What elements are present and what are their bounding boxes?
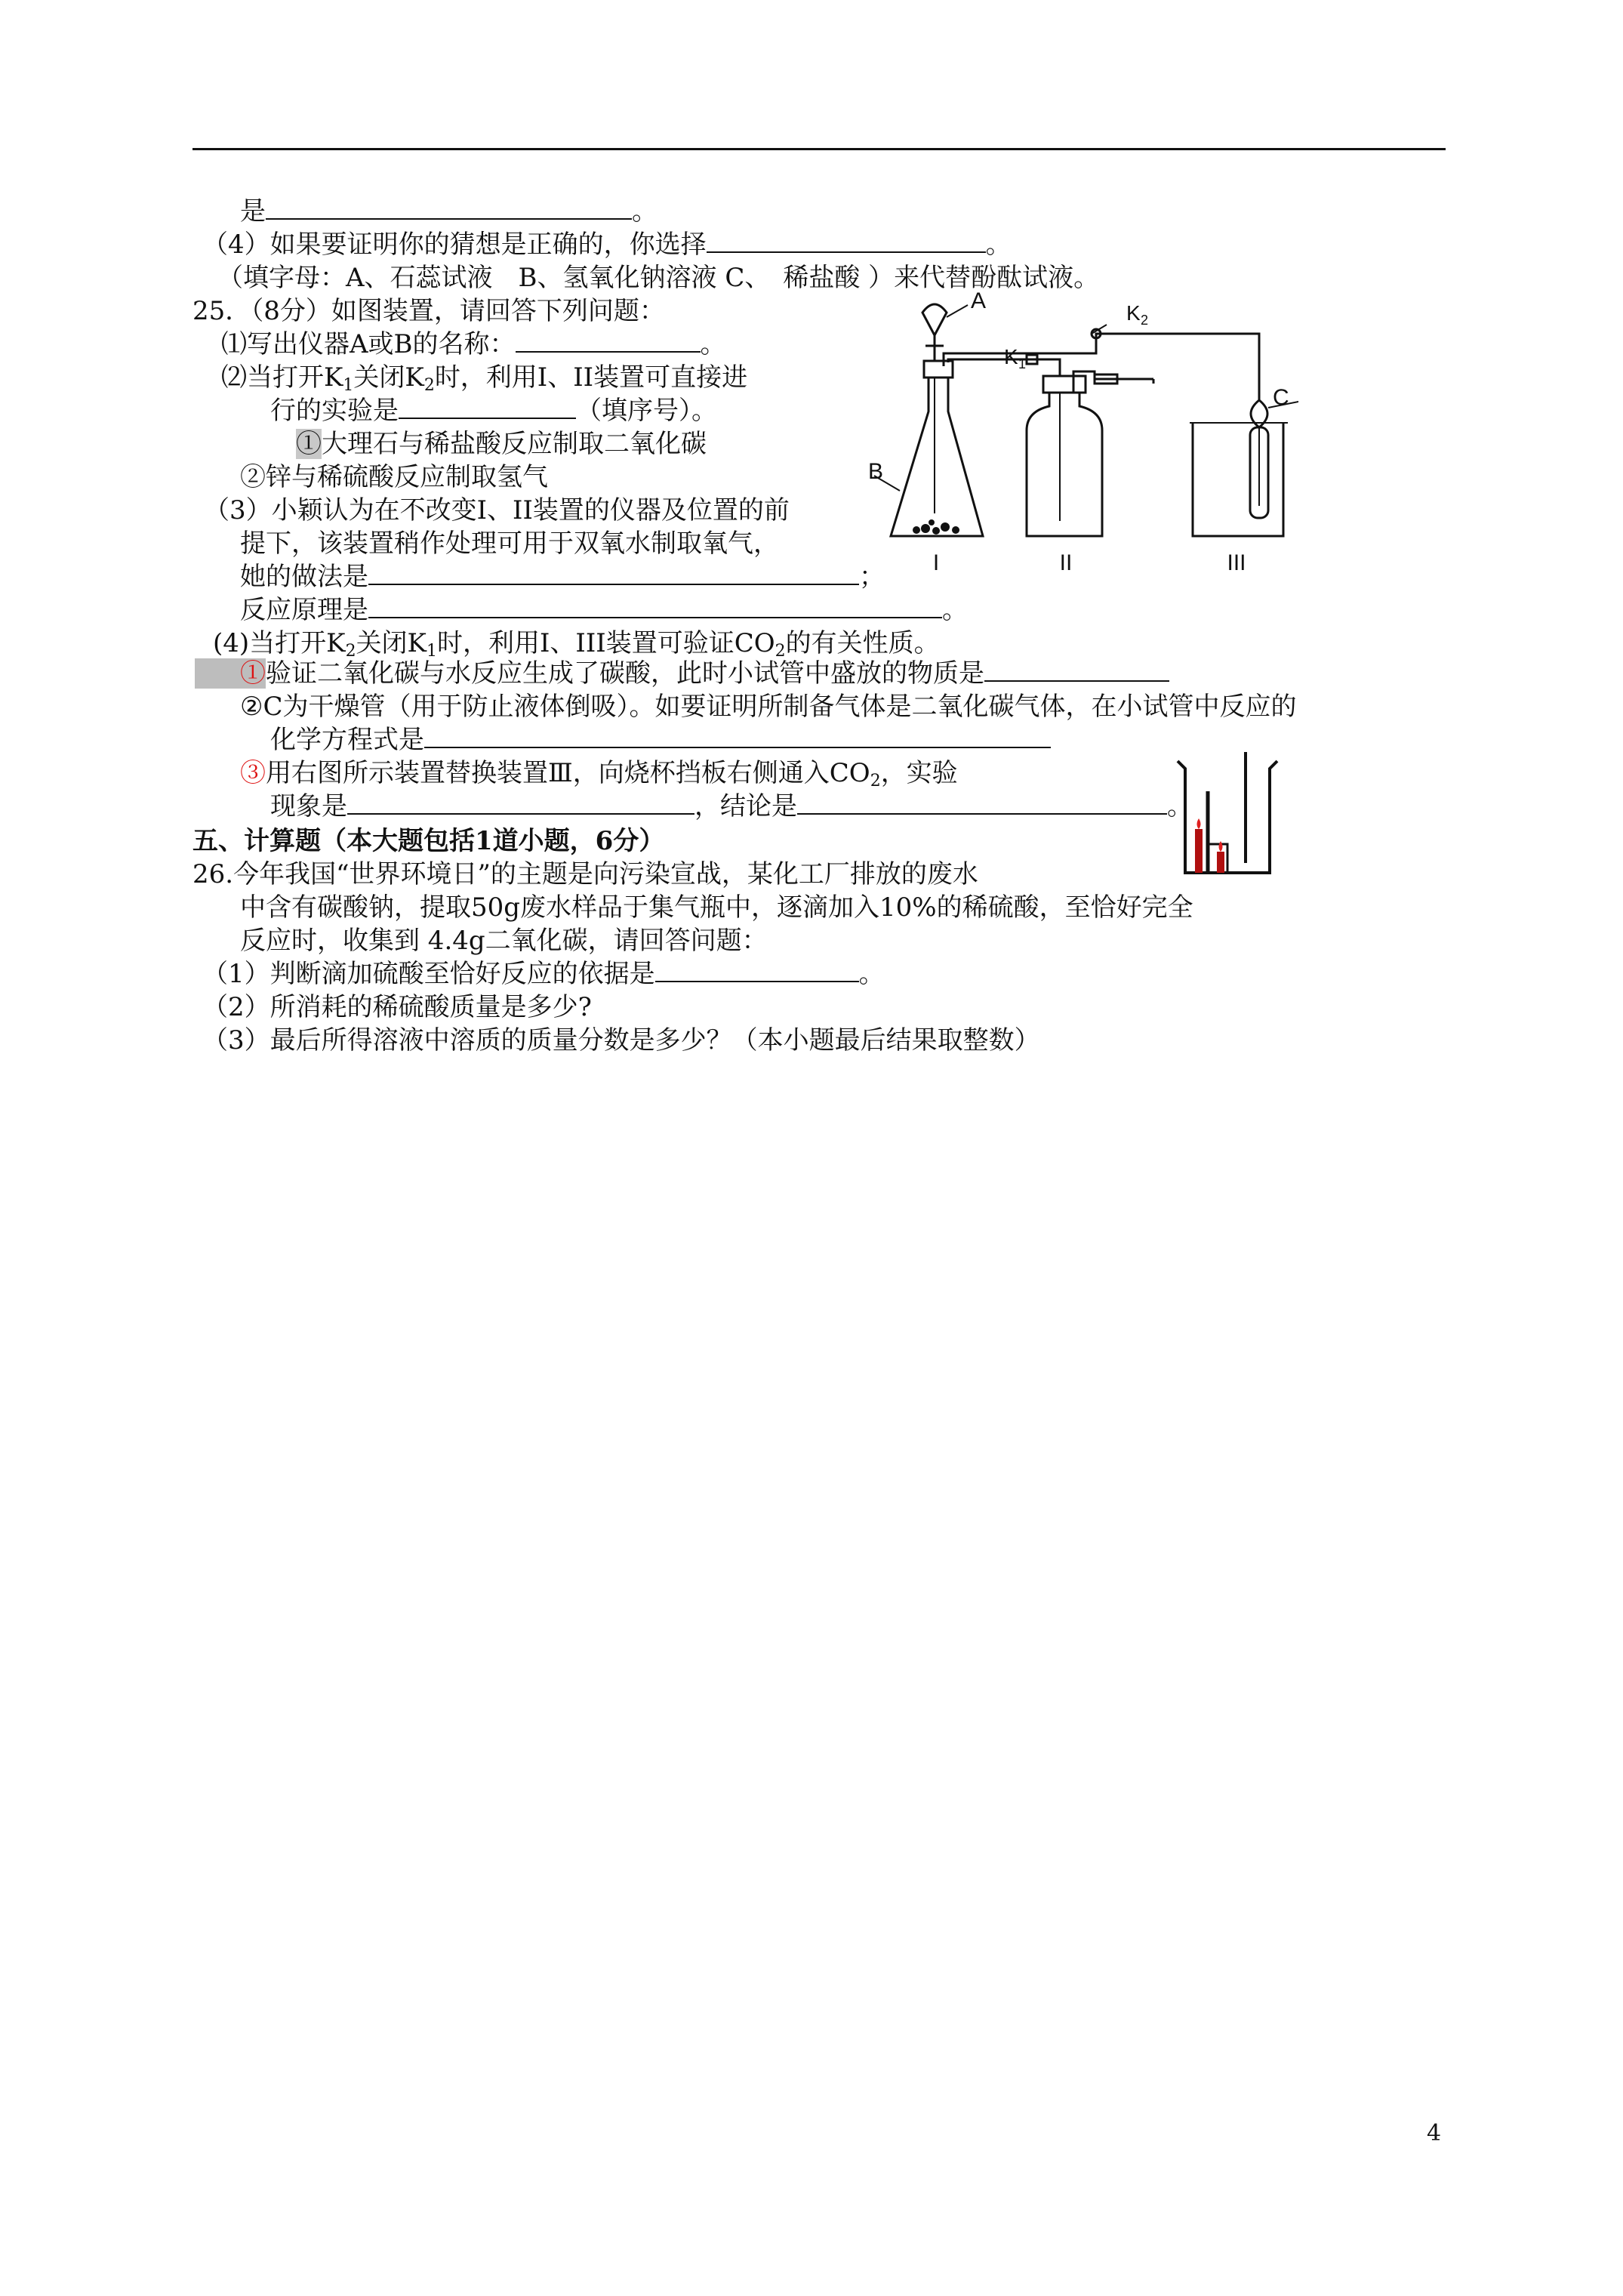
label-II: II: [1059, 550, 1073, 575]
answer-blank[interactable]: [655, 958, 859, 982]
text: 现象是: [270, 791, 347, 821]
funnel-bulb: [922, 304, 947, 335]
page-number: 4: [1427, 2120, 1442, 2147]
text: ；: [859, 562, 885, 592]
label-A: A: [971, 288, 987, 313]
short-candle: [1217, 852, 1224, 873]
text: 时，利用I、II装置可直接进: [434, 362, 748, 393]
text: 用右图所示装置替换装置Ⅲ，向烧杯挡板右侧通入CO: [266, 758, 870, 788]
q26-line3: 反应时，收集到 4.4g二氧化碳，请回答问题：: [240, 926, 768, 956]
text: 行的实验是: [270, 396, 399, 426]
text: （填序号）。: [576, 396, 717, 426]
option-text: 大理石与稀盐酸反应制取二氧化碳: [322, 429, 707, 459]
text: （1）判断滴加硫酸至恰好反应的依据是: [202, 959, 655, 989]
text: 的有关性质。: [785, 628, 940, 658]
q26-item2: （2）所消耗的稀硫酸质量是多少?: [202, 992, 592, 1022]
q26-line2: 中含有碳酸钠，提取50g废水样品于集气瓶中，逐滴加入10%的稀硫酸，至恰好完全: [240, 892, 1193, 923]
text: (4)当打开K: [213, 628, 346, 658]
marble-chips: [913, 519, 959, 535]
subscript: 2: [775, 642, 786, 661]
bottle-stopper: [1043, 376, 1086, 393]
q24-item4-period: 。: [985, 230, 1012, 260]
text: ⑵当打开K: [221, 362, 343, 393]
label-A-leader: [947, 305, 968, 317]
candle-beaker-diagram: [1170, 746, 1283, 882]
q25-part1-period: 。: [700, 329, 726, 359]
erlenmeyer-flask: [891, 378, 983, 536]
sub3-marker: ③: [240, 758, 266, 788]
label-K1: K: [1004, 345, 1018, 368]
q25-part1: [221, 328, 726, 361]
q25-part3-line1: （3）小颖认为在不改变I、II装置的仪器及位置的前: [204, 495, 790, 525]
text: 关闭K: [356, 628, 427, 658]
answer-blank[interactable]: [984, 658, 1169, 682]
text: 化学方程式是: [270, 725, 424, 755]
subscript: 2: [423, 376, 435, 395]
label-III: III: [1227, 550, 1246, 575]
answer-blank[interactable]: [368, 561, 859, 585]
q25-part3-line2: 提下，该装置稍作处理可用于双氧水制取氧气，: [240, 529, 779, 559]
answer-blank[interactable]: [368, 594, 942, 618]
q24-hint: （填字母：A、石蕊试液 B、氢氧化钠溶液 C、 稀盐酸 ）来代替酚酞试液。: [217, 263, 1100, 293]
q25-sub1: [240, 657, 1169, 690]
label-C: C: [1273, 385, 1289, 410]
drying-tube: [1251, 384, 1267, 427]
gas-bottle: [1027, 393, 1102, 536]
subscript: 1: [343, 376, 354, 395]
q24-item4: [202, 228, 1012, 261]
text: 反应原理是: [240, 595, 368, 625]
subscript: 2: [345, 642, 356, 661]
header-rule: [192, 148, 1446, 150]
q24-period: 。: [632, 196, 658, 227]
q24-item4-text: （4）如果要证明你的猜想是正确的，你选择: [202, 230, 707, 260]
q25-part2-line2: [270, 394, 717, 427]
text: ，结论是: [694, 791, 797, 821]
q25-part3-line3: [240, 560, 885, 593]
sub1-marker: ①: [240, 658, 266, 689]
answer-blank[interactable]: [707, 229, 986, 253]
text: 。: [942, 595, 968, 625]
text: ，实验: [880, 758, 958, 788]
q25-option1: [296, 427, 707, 461]
text: 时，利用I、III装置可验证CO: [436, 628, 775, 658]
answer-blank[interactable]: [424, 724, 1051, 748]
q25-part3-line4: [240, 593, 968, 627]
flask-stopper: [924, 361, 953, 378]
q24-answer-line: [240, 195, 658, 228]
apparatus-diagram: [868, 287, 1298, 581]
q26-line1: 26.今年我国“世界环境日”的主题是向污染宣战，某化工厂排放的废水: [192, 859, 978, 889]
answer-blank[interactable]: [347, 791, 694, 815]
answer-blank[interactable]: [797, 791, 1167, 815]
label-B: B: [868, 459, 884, 484]
q25-sub2-line1: ②C为干燥管（用于防止液体倒吸）。如要证明所制备气体是二氧化碳气体，在小试管中反应的: [240, 692, 1297, 722]
short-candle-flame: [1219, 841, 1223, 852]
q24-prefix: 是: [240, 196, 266, 227]
tall-candle-flame: [1197, 818, 1201, 829]
subscript: 2: [870, 772, 881, 791]
tall-candle: [1195, 829, 1203, 873]
label-K2: K: [1126, 301, 1141, 325]
text: 验证二氧化碳与水反应生成了碳酸，此时小试管中盛放的物质是: [266, 658, 984, 689]
text: 。: [1167, 791, 1193, 821]
text: 。: [858, 959, 885, 989]
highlight-block: [195, 658, 240, 689]
label-K1-sub: 1: [1018, 356, 1027, 371]
q26-item3: （3）最后所得溶液中溶质的质量分数是多少？（本小题最后结果取整数）: [202, 1025, 1040, 1056]
option-marker: ①: [296, 429, 322, 459]
label-K2-sub: 2: [1141, 313, 1149, 328]
q25-heading: 25．（8分）如图装置，请回答下列问题：: [192, 296, 665, 326]
label-I: I: [932, 550, 940, 575]
answer-blank[interactable]: [516, 328, 701, 353]
beaker: [1193, 423, 1283, 536]
text: 关闭K: [353, 362, 424, 393]
q25-sub2-line2: [270, 723, 1051, 757]
answer-blank[interactable]: [266, 196, 632, 220]
q25-option2: ②锌与稀硫酸反应制取氢气: [240, 462, 548, 492]
q25-part1-text: ⑴写出仪器A或B的名称：: [221, 329, 516, 359]
section5-title: 五、计算题（本大题包括1道小题，6分）: [192, 826, 665, 856]
answer-blank[interactable]: [399, 395, 576, 419]
text: 她的做法是: [240, 562, 368, 592]
q26-item1: [202, 957, 885, 991]
q25-sub3-line2: [270, 790, 1193, 823]
subscript: 1: [426, 642, 437, 661]
